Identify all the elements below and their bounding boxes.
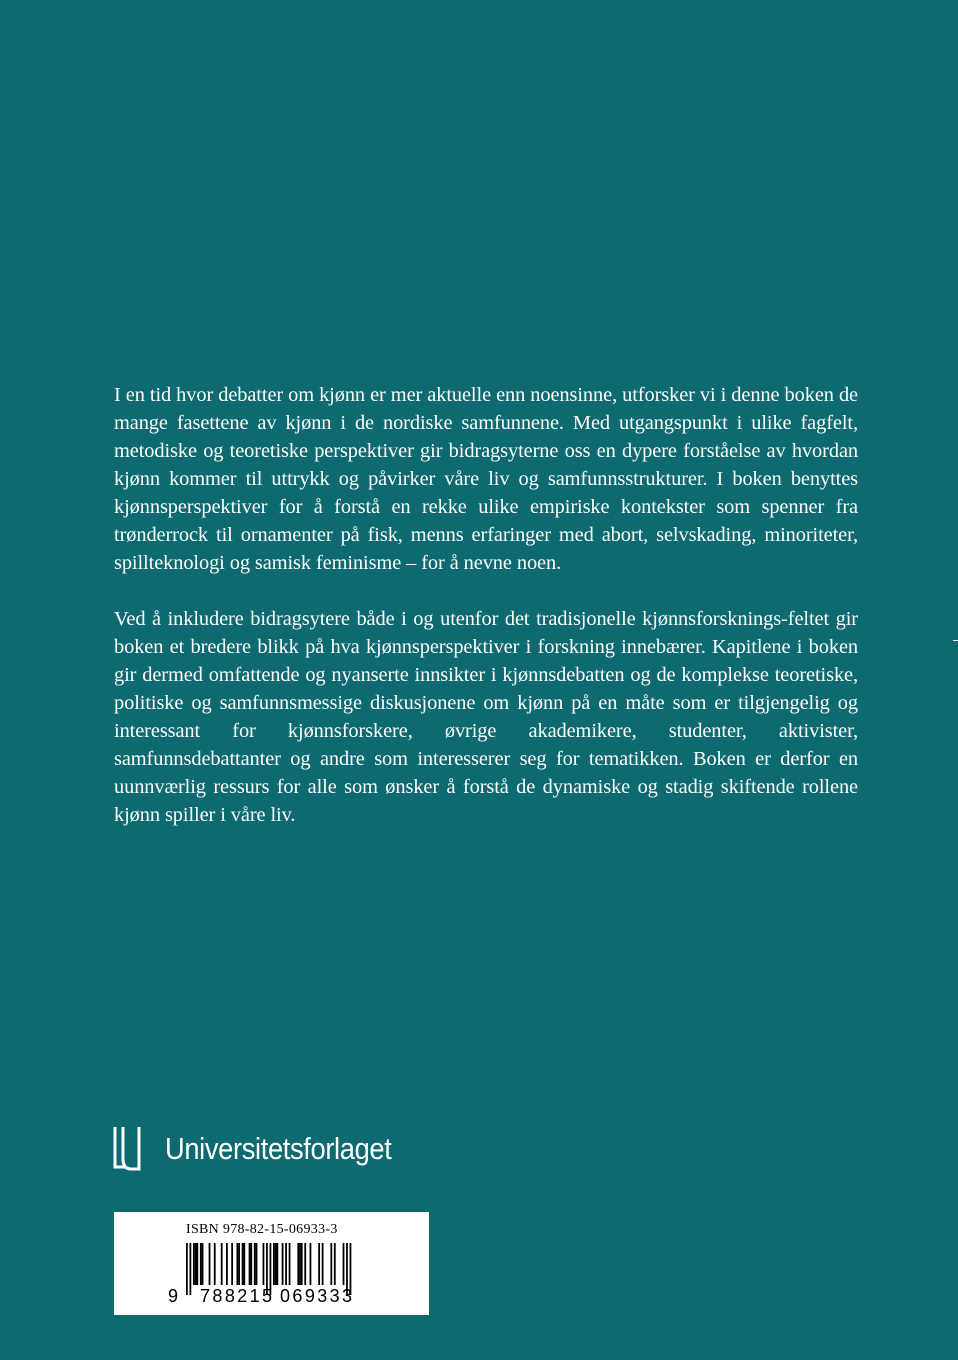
barcode-bar — [200, 1243, 202, 1285]
barcode-bar — [254, 1243, 256, 1285]
barcode-bar — [301, 1243, 303, 1285]
barcode-bar — [238, 1243, 240, 1285]
publisher-name: Universitetsforlaget — [165, 1131, 392, 1166]
universitetsforlaget-logo-icon — [113, 1127, 141, 1171]
barcode-bar — [273, 1243, 275, 1285]
blurb-paragraph-2: Ved å inkludere bidragsytere både i og utenfor det tradisjonelle kjønnsforsknings-feltet gir boken et bredere blikk på hva kjønnsperspektiver i forskning innebærer. Kapitlene i boken gir dermed omfattende og nyanserte innsikter i kjønnsdebatten og de komplekse teoretiske, politiske og samfunnsmessige diskusjonene om kjønn på en måte som er tilgjengelig og interessant for kjønnsforskere, øvrige akademikere, studenter, aktivister, samfunnsdebattanter og andre som interesserer seg for tematikken. Boken er derfor en uunnværlig ressurs for alle som ønsker å forstå de dynamiske og stadig skiftende rollene kjønn spiller i våre liv. — [114, 608, 858, 826]
barcode-bar — [214, 1243, 216, 1285]
barcode-bar — [236, 1243, 238, 1285]
barcode-bar — [243, 1243, 245, 1285]
barcode-bar — [310, 1243, 312, 1285]
barcode-bar — [193, 1243, 195, 1285]
publisher-imprint — [113, 1127, 422, 1171]
barcode-bar — [256, 1243, 258, 1285]
barcode-bar — [263, 1243, 265, 1285]
barcode-bar — [186, 1243, 188, 1295]
barcode-bar — [330, 1243, 332, 1285]
barcode-bar — [289, 1243, 291, 1285]
isbn-label: ISBN 978-82-15-06933-3 — [186, 1222, 338, 1237]
barcode-bar — [202, 1243, 204, 1285]
isbn-barcode — [114, 1212, 429, 1315]
barcode-digits-right: 069333 — [280, 1286, 355, 1306]
barcode-bar — [189, 1243, 191, 1295]
barcode-digit-prefix: 9 — [168, 1286, 179, 1306]
barcode-bar — [195, 1243, 197, 1285]
barcode-bar — [322, 1243, 324, 1285]
barcode-bar — [276, 1243, 278, 1285]
trim-mark — [953, 640, 958, 641]
barcode-bar — [231, 1243, 233, 1285]
barcode-bar — [242, 1243, 244, 1285]
barcode-bar — [297, 1243, 299, 1285]
barcode-bar — [275, 1243, 277, 1285]
barcode-bar — [250, 1243, 252, 1285]
barcode-bar — [285, 1243, 287, 1285]
barcode-bar — [226, 1243, 228, 1285]
barcode-bar — [221, 1243, 223, 1285]
barcode-bar — [196, 1243, 198, 1285]
barcode-bar — [343, 1243, 345, 1285]
barcode-bar — [318, 1243, 320, 1285]
barcode-bar — [209, 1243, 211, 1285]
back-cover-blurb — [114, 381, 858, 829]
blurb-paragraph-1: I en tid hvor debatter om kjønn er mer aktuelle enn noensinne, utforsker vi i denne boken de mange fasettene av kjønn i de nordiske samfunnene. Med utgangspunkt i ulike fagfelt, metodiske og teoretiske perspektiver gir bidragsyterne oss en dypere forståelse av hvordan kjønn kommer til uttrykk og påvirker våre liv og samfunnsstrukturer. I boken benyttes kjønnsperspektiver for å forstå en rekke ulike empiriske kontekster som spenner fra trønderrock til ornamenter på fisk, menns erfaringer med abort, selvskading, minoriteter, spillteknologi og samisk feminisme – for å nevne noen. — [114, 384, 858, 574]
barcode-bar — [334, 1243, 336, 1285]
barcode-bar — [282, 1243, 284, 1285]
barcode-digits-left: 788215 — [200, 1286, 275, 1306]
barcode-bar — [304, 1243, 306, 1285]
barcode-bar — [299, 1243, 301, 1285]
barcode-bar — [249, 1243, 251, 1285]
